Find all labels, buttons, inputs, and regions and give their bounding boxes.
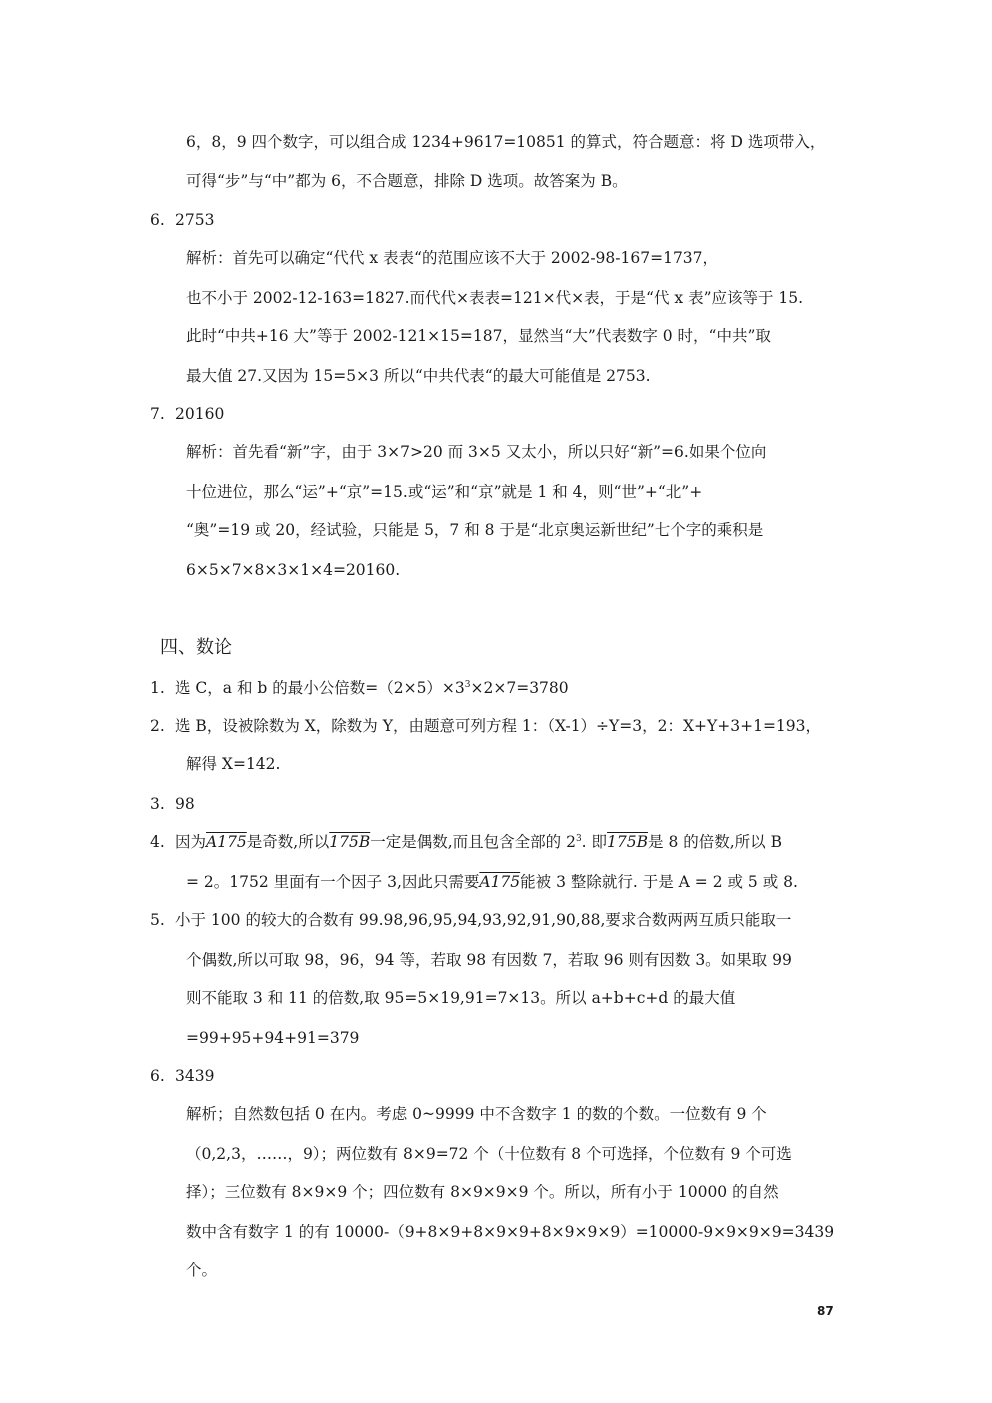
item-number: 5. bbox=[150, 911, 165, 929]
text-line: （0,2,3，……，9）；两位数有 8×9=72 个（十位数有 8 个可选择，个位数有 9 个可选 bbox=[186, 1145, 792, 1163]
item-number: 4. bbox=[150, 833, 165, 851]
item-number: 1. bbox=[150, 679, 165, 697]
text-line: = 2。1752 里面有一个因子 3,因此只需要A175能被 3 整除就行. 于是 A = 2 或 5 或 8. bbox=[186, 873, 798, 891]
text-line: 也不小于 2002-12-163=1827.而代代×表表=121×代×表，于是“代 x 表”应该等于 15. bbox=[186, 289, 804, 307]
text-line: 最大值 27.又因为 15=5×3 所以“中共代表“的最大可能值是 2753. bbox=[186, 367, 651, 385]
text-line: 6，8，9 四个数字，可以组合成 1234+9617=10851 的算式，符合题意：将 D 选项带入， bbox=[186, 133, 826, 151]
text-line: 个。 bbox=[186, 1261, 218, 1279]
text-line: 因为A175是奇数,所以175B一定是偶数,而且包含全部的 $2^3$. 即175B是 8 的倍数,所以 B bbox=[175, 833, 782, 851]
text-line: 数中含有数字 1 的有 10000-（9+8×9+8×9×9+8×9×9×9）=10000-9×9×9×9=3439 bbox=[186, 1223, 835, 1241]
page-number: 87 bbox=[817, 1304, 834, 1318]
text-line: 个偶数,所以可取 98，96，94 等，若取 98 有因数 7，若取 96 则有因数 3。如果取 99 bbox=[186, 951, 792, 969]
superscript: 3 bbox=[575, 833, 582, 844]
item-number: 7. bbox=[150, 405, 165, 423]
item-number: 6. bbox=[150, 211, 165, 229]
overline-number: A175 bbox=[206, 833, 247, 851]
text-line: 解得 X=142. bbox=[186, 755, 281, 773]
text-line: 选 C，a 和 b 的最小公倍数$=(2\times 5)\times 3^3\times 2\times 7=3780$ bbox=[175, 679, 569, 697]
text-line: 解析：首先可以确定“代代 x 表表“的范围应该不大于 2002-98-167=1737， bbox=[186, 249, 719, 267]
text-line: =99+95+94+91=379 bbox=[186, 1029, 360, 1047]
text-line: 小于 100 的较大的合数有 99.98,96,95,94,93,92,91,90,88,要求合数两两互质只能取一 bbox=[175, 911, 792, 929]
superscript: 3 bbox=[464, 679, 471, 690]
item-number: 6. bbox=[150, 1067, 165, 1085]
text-line: 98 bbox=[175, 795, 195, 813]
item-number: 3. bbox=[150, 795, 165, 813]
item-answer: 3439 bbox=[175, 1067, 215, 1085]
text-line: “奥”=19 或 20，经试验，只能是 5，7 和 8 于是“北京奥运新世纪”七个字的乘积是 bbox=[186, 521, 764, 539]
text-line: 解析；自然数包括 0 在内。考虑 0~9999 中不含数字 1 的数的个数。一位数有 9 个 bbox=[186, 1105, 767, 1123]
text-line: 此时“中共+16 大”等于 2002-121×15=187，显然当“大”代表数字 0 时，“中共”取 bbox=[186, 327, 771, 345]
text-line: 十位进位，那么“运”+“京”=15.或“运”和“京”就是 1 和 4，则“世”+“北”+ bbox=[186, 483, 703, 501]
text-line: 6×5×7×8×3×1×4=20160. bbox=[186, 561, 401, 579]
overline-number: 175B bbox=[607, 833, 649, 851]
text-line: 解析：首先看“新”字，由于 3×7>20 而 3×5 又太小，所以只好“新”=6.如果个位向 bbox=[186, 443, 767, 461]
text-line: 可得“步”与“中”都为 6，不合题意，排除 D 选项。故答案为 B。 bbox=[186, 172, 628, 190]
item-answer: 2753 bbox=[175, 211, 215, 229]
overline-number: 175B bbox=[329, 833, 371, 851]
overline-number: A175 bbox=[479, 873, 521, 891]
section-heading: 四、数论 bbox=[160, 637, 232, 658]
text-line: 选 B，设被除数为 X，除数为 Y，由题意可列方程 1：（X-1）÷Y=3，2：X+Y+3+1=193， bbox=[175, 717, 822, 735]
text-line: 则不能取 3 和 11 的倍数,取 95=5×19,91=7×13。所以 a+b+c+d 的最大值 bbox=[186, 989, 736, 1007]
item-answer: 20160 bbox=[175, 405, 225, 423]
text-line: 择）；三位数有 8×9×9 个；四位数有 8×9×9×9 个。所以，所有小于 10000 的自然 bbox=[186, 1183, 779, 1201]
item-number: 2. bbox=[150, 717, 165, 735]
